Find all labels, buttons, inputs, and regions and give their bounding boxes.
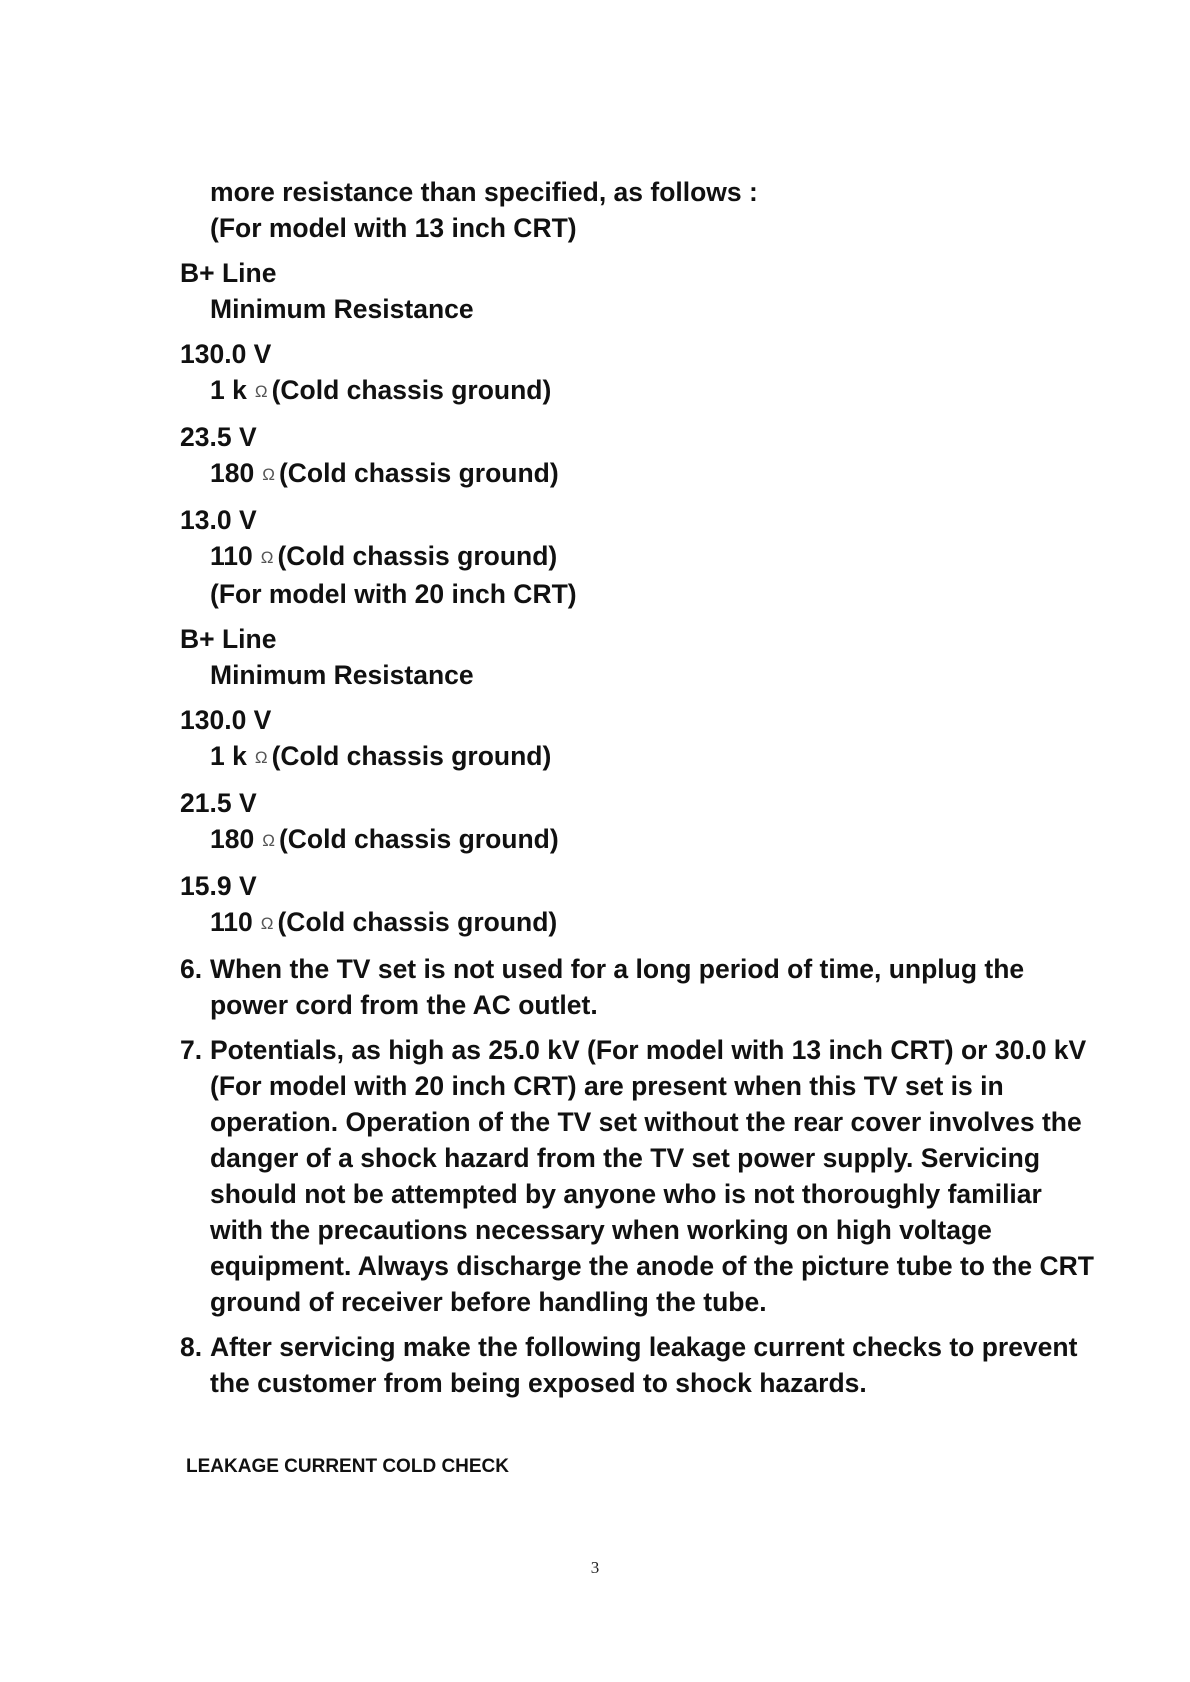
- resistance-number: 180: [210, 824, 255, 854]
- resistance-number: 110: [210, 907, 253, 937]
- item-text: Potentials, as high as 25.0 kV (For model with 13 inch CRT) or 30.0 kV (For model with 20 inch CRT) are present when this TV set is in operation. Operation of the TV set without the rear cover involves the danger of a shock hazard from the TV set power supply. Servicing should not be attempted by anyone who is not thoroughly familiar with the precautions necessary when working on high voltage equipment. Always discharge the anode of the picture tube to the CRT ground of receiver before handling the tube.: [210, 1035, 1094, 1317]
- ohm-icon: Ω: [262, 831, 275, 850]
- ohm-icon: Ω: [260, 914, 274, 933]
- ground-note: (Cold chassis ground): [278, 458, 559, 488]
- ohm-icon: Ω: [254, 748, 268, 767]
- min-resistance-label: Minimum Resistance: [210, 294, 474, 324]
- page-number: 3: [590, 1558, 600, 1577]
- ground-note: (Cold chassis ground): [278, 824, 559, 854]
- item-text: When the TV set is not used for a long period of time, unplug the power cord from the AC outlet.: [210, 954, 1025, 1020]
- numbered-item: [180, 951, 1100, 1023]
- resistance-number: 1 k: [210, 375, 247, 405]
- voltage-value: 15.9 V: [180, 871, 257, 901]
- resistance-number: 180: [210, 458, 255, 488]
- ohm-icon: Ω: [262, 465, 275, 484]
- intro-line: more resistance than specified, as follows :: [210, 177, 758, 207]
- safety-text-body: [180, 174, 1100, 1401]
- item-number: 7.: [180, 1035, 203, 1065]
- numbered-item: [180, 1032, 1100, 1320]
- model-13-heading: (For model with 13 inch CRT): [210, 213, 577, 243]
- resistance-value: [180, 538, 1100, 576]
- ground-note: (Cold chassis ground): [271, 741, 552, 771]
- resistance-value: [180, 904, 1100, 942]
- numbered-item: [180, 1329, 1100, 1401]
- voltage-value: 130.0 V: [180, 339, 272, 369]
- resistance-number: 110: [210, 541, 253, 571]
- resistance-value: [180, 738, 1100, 776]
- ground-note: (Cold chassis ground): [271, 375, 552, 405]
- voltage-value: 23.5 V: [180, 422, 257, 452]
- ground-note: (Cold chassis ground): [277, 541, 558, 571]
- resistance-number: 1 k: [210, 741, 247, 771]
- ohm-icon: Ω: [254, 382, 268, 401]
- ohm-icon: Ω: [260, 548, 274, 567]
- model-20-heading: (For model with 20 inch CRT): [210, 579, 577, 609]
- ground-note: (Cold chassis ground): [277, 907, 558, 937]
- item-number: 8.: [180, 1332, 203, 1362]
- resistance-value: [180, 455, 1100, 493]
- bline-label: B+ Line: [180, 624, 277, 654]
- resistance-value: [180, 821, 1100, 859]
- section-subheading: LEAKAGE CURRENT COLD CHECK: [186, 1456, 509, 1477]
- voltage-value: 13.0 V: [180, 505, 257, 535]
- bline-label: B+ Line: [180, 258, 277, 288]
- min-resistance-label: Minimum Resistance: [210, 660, 474, 690]
- voltage-value: 130.0 V: [180, 705, 272, 735]
- item-text: After servicing make the following leakage current checks to prevent the customer from being exposed to shock hazards.: [210, 1332, 1078, 1398]
- voltage-value: 21.5 V: [180, 788, 257, 818]
- item-number: 6.: [180, 954, 203, 984]
- resistance-value: [180, 372, 1100, 410]
